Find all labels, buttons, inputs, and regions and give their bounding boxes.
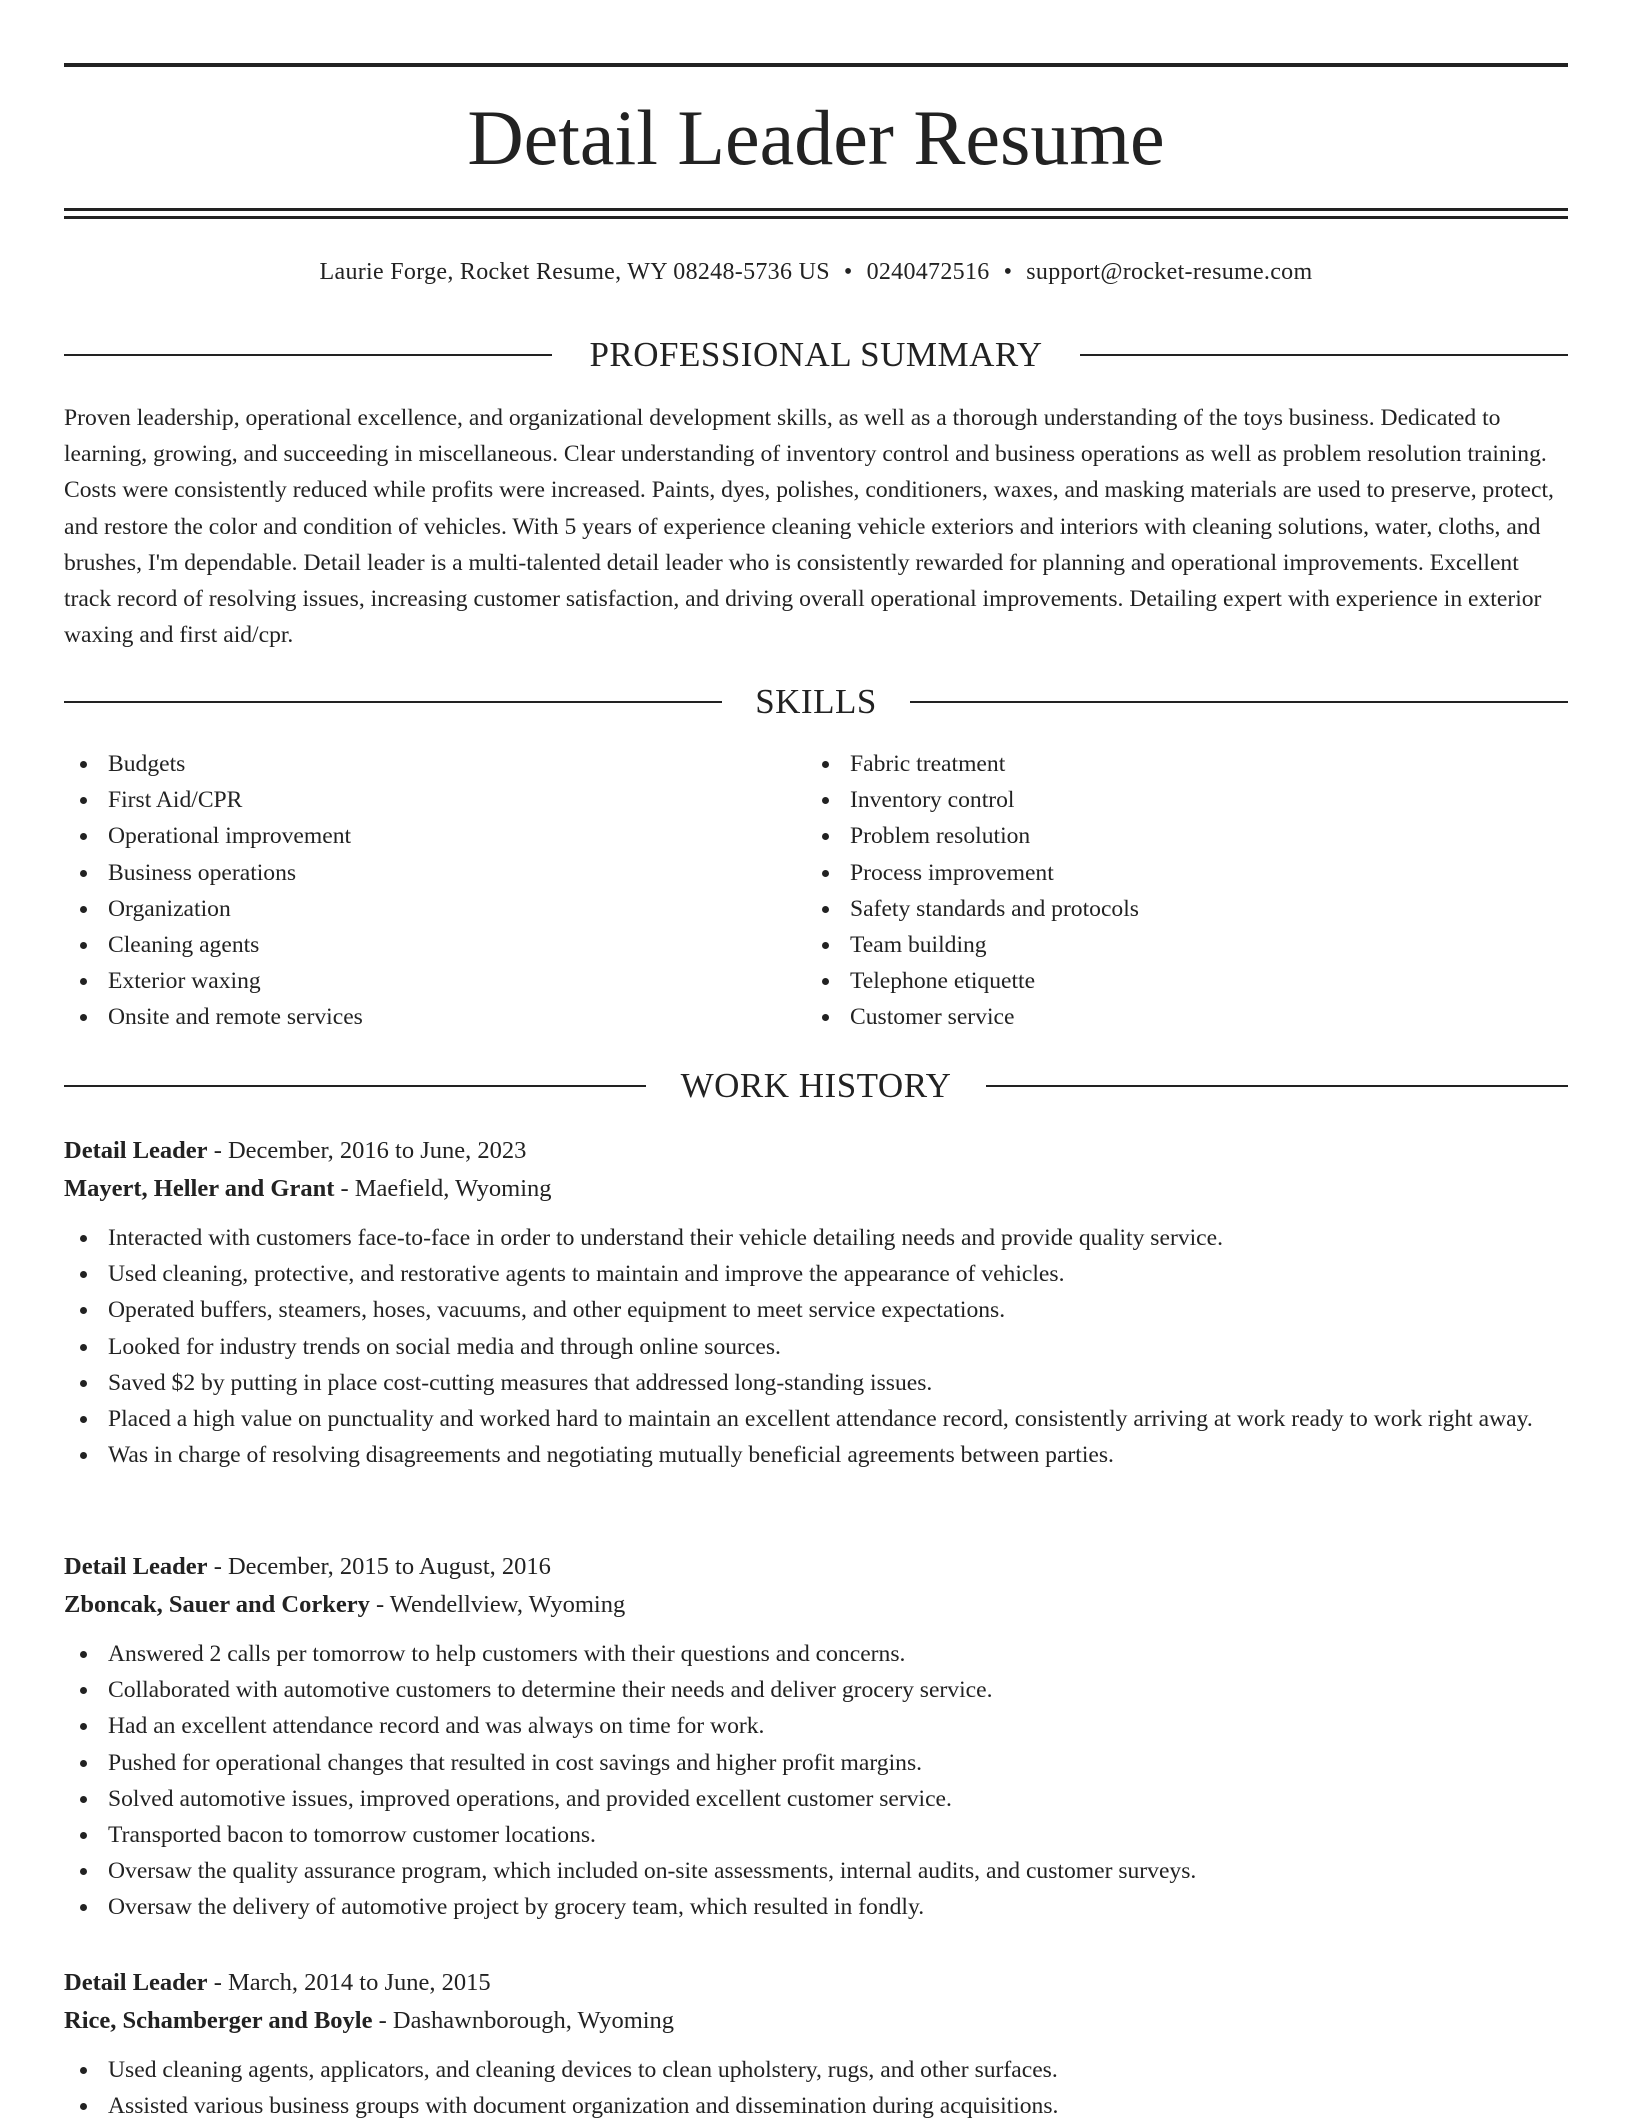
skill-item: Cleaning agents bbox=[64, 927, 804, 963]
job-bullet: Assisted various business groups with document organization and dissemination during acquisitions. bbox=[64, 2088, 1568, 2124]
job-location: - Maefield, Wyoming bbox=[334, 1175, 552, 1202]
skill-item: Organization bbox=[64, 891, 804, 927]
job-title-line bbox=[64, 1548, 1568, 1586]
job-bullet: Collaborated with automotive customers to determine their needs and deliver grocery service. bbox=[64, 1672, 1568, 1708]
skill-item: Exterior waxing bbox=[64, 963, 804, 999]
job-bullet: Used cleaning agents, applicators, and cleaning devices to clean upholstery, rugs, and other surfaces. bbox=[64, 2052, 1568, 2088]
resume-title: Detail Leader Resume bbox=[467, 94, 1165, 181]
job-bullet: Oversaw the delivery of automotive project by grocery team, which resulted in fondly. bbox=[64, 1889, 1568, 1925]
skill-item: Problem resolution bbox=[806, 818, 1546, 854]
section-title: SKILLS bbox=[723, 682, 909, 721]
section-header-work-history bbox=[64, 1066, 1568, 1106]
job-bullet: Oversaw the quality assurance program, which included on-site assessments, internal audits, and customer surveys. bbox=[64, 1853, 1568, 1889]
job-title: Detail Leader bbox=[64, 1553, 208, 1580]
contact-phone: 0240472516 bbox=[866, 259, 990, 285]
job-company-line bbox=[64, 1586, 1568, 1624]
skill-item: Budgets bbox=[64, 746, 804, 782]
job-dates: - December, 2016 to June, 2023 bbox=[207, 1137, 527, 1164]
job-title: Detail Leader bbox=[64, 1969, 208, 1996]
job-entry bbox=[64, 1964, 1568, 2124]
job-bullet: Solved automotive issues, improved operations, and provided excellent customer service. bbox=[64, 1781, 1568, 1817]
skills-column-right bbox=[806, 746, 1546, 1036]
job-company: Mayert, Heller and Grant bbox=[64, 1175, 335, 1202]
title-rule-upper bbox=[64, 208, 1568, 211]
job-bullet: Answered 2 calls per tomorrow to help customers with their questions and concerns. bbox=[64, 1636, 1568, 1672]
summary-paragraph: Proven leadership, operational excellence, and organizational development skills, as well as a thorough understanding of the toys business. Dedicated to learning, growing, and succeeding in miscellaneous. Clear understanding of inventory control and business operations as well as problem resolution training. Costs were consistently reduced while profits were increased. Paints, dyes, polishes, conditioners, waxes, and masking materials are used to preserve, protect, and restore the color and condition of vehicles. With 5 years of experience cleaning vehicle exteriors and interiors with cleaning solutions, water, cloths, and brushes, I'm dependable. Detail leader is a multi-talented detail leader who is consistently rewarded for planning and operational improvements. Excellent track record of resolving issues, increasing customer satisfaction, and driving overall operational improvements. Detailing expert with experience in exterior waxing and first aid/cpr. bbox=[64, 405, 1554, 649]
job-dates: - December, 2015 to August, 2016 bbox=[207, 1553, 551, 1580]
job-company: Rice, Schamberger and Boyle bbox=[64, 2007, 373, 2034]
contact-address: Laurie Forge, Rocket Resume, WY 08248-5736 US bbox=[319, 259, 830, 285]
job-bullet: Operated buffers, steamers, hoses, vacuums, and other equipment to meet service expectations. bbox=[64, 1292, 1568, 1328]
contact-line bbox=[64, 255, 1568, 289]
skill-item: Customer service bbox=[806, 999, 1546, 1035]
job-bullet: Looked for industry trends on social media and through online sources. bbox=[64, 1329, 1568, 1365]
job-bullet: Used cleaning, protective, and restorative agents to maintain and improve the appearance of vehicles. bbox=[64, 1256, 1568, 1292]
job-bullet: Transported bacon to tomorrow customer locations. bbox=[64, 1817, 1568, 1853]
job-title: Detail Leader bbox=[64, 1137, 208, 1164]
job-location: - Dashawnborough, Wyoming bbox=[372, 2007, 675, 2034]
job-bullet: Pushed for operational changes that resulted in cost savings and higher profit margins. bbox=[64, 1745, 1568, 1781]
job-bullets bbox=[64, 2052, 1568, 2124]
job-dates: - March, 2014 to June, 2015 bbox=[207, 1969, 491, 1996]
job-bullet: Was in charge of resolving disagreements and negotiating mutually beneficial agreements between parties. bbox=[64, 1437, 1568, 1473]
job-bullet: Interacted with customers face-to-face in order to understand their vehicle detailing needs and provide quality service. bbox=[64, 1220, 1568, 1256]
job-company-line bbox=[64, 2002, 1568, 2040]
job-title-line bbox=[64, 1132, 1568, 1170]
skill-item: Business operations bbox=[64, 855, 804, 891]
section-title: PROFESSIONAL SUMMARY bbox=[557, 335, 1074, 374]
job-entry bbox=[64, 1548, 1568, 1926]
contact-email: support@rocket-resume.com bbox=[1026, 259, 1313, 285]
section-title: WORK HISTORY bbox=[649, 1066, 984, 1105]
job-location: - Wendellview, Wyoming bbox=[369, 1591, 626, 1618]
top-rule bbox=[64, 63, 1568, 67]
job-company: Zboncak, Sauer and Corkery bbox=[64, 1591, 370, 1618]
job-company-line bbox=[64, 1170, 1568, 1208]
job-bullets bbox=[64, 1636, 1568, 1926]
skill-item: Onsite and remote services bbox=[64, 999, 804, 1035]
skill-item: Inventory control bbox=[806, 782, 1546, 818]
skill-item: Fabric treatment bbox=[806, 746, 1546, 782]
job-bullet: Placed a high value on punctuality and worked hard to maintain an excellent attendance record, consistently arriving at work ready to work right away. bbox=[64, 1401, 1568, 1437]
job-bullet: Had an excellent attendance record and was always on time for work. bbox=[64, 1708, 1568, 1744]
skill-item: Telephone etiquette bbox=[806, 963, 1546, 999]
job-entry bbox=[64, 1132, 1568, 1473]
skill-item: First Aid/CPR bbox=[64, 782, 804, 818]
job-title-line bbox=[64, 1964, 1568, 2002]
skill-item: Process improvement bbox=[806, 855, 1546, 891]
skill-item: Team building bbox=[806, 927, 1546, 963]
section-header-summary bbox=[64, 335, 1568, 375]
contact-separator: • bbox=[1003, 259, 1013, 285]
skill-item: Safety standards and protocols bbox=[806, 891, 1546, 927]
skills-column-left bbox=[64, 746, 804, 1036]
job-bullets bbox=[64, 1220, 1568, 1473]
skill-item: Operational improvement bbox=[64, 818, 804, 854]
title-rule-lower bbox=[64, 216, 1568, 219]
job-bullet: Saved $2 by putting in place cost-cutting measures that addressed long-standing issues. bbox=[64, 1365, 1568, 1401]
section-header-skills bbox=[64, 682, 1568, 722]
contact-separator: • bbox=[843, 259, 853, 285]
